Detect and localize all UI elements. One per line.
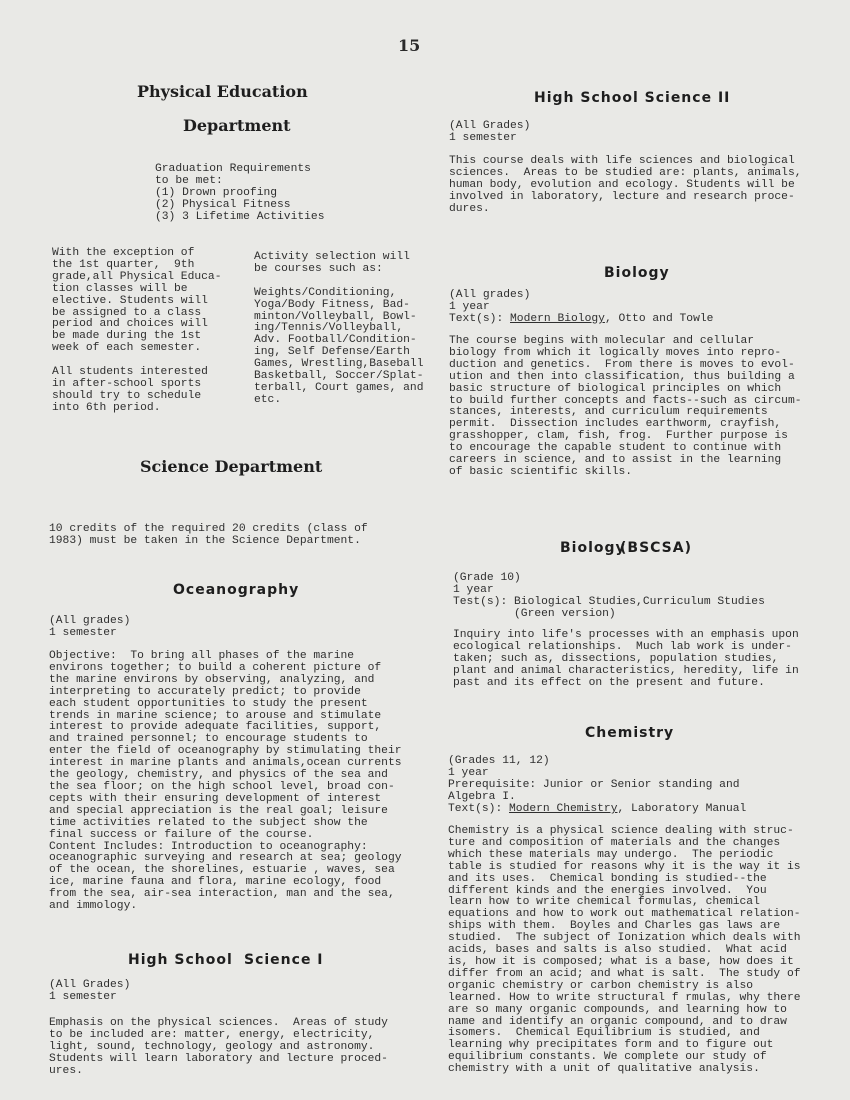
bscsa-title-b: (BSCSA): [620, 540, 693, 556]
biology-textbook: [449, 314, 713, 326]
hs-science-2-body: This course deals with life sciences and biological sciences. Areas to be studied are: plants, animals, human body, evolution and ecology. Students will be involved in laboratory, lecture and research proce- dures.: [449, 155, 802, 215]
pe-title-line1: Physical Education: [137, 82, 308, 101]
biology-text-label: Text(s):: [449, 313, 511, 325]
bscsa-meta: (Grade 10) 1 year Test(s): Biological Studies,Curriculum Studies (Green version): [453, 572, 765, 620]
hs-science-1-title-b: Science I: [244, 952, 324, 968]
pe-graduation-requirements: Graduation Requirements to be met: (1) Drown proofing (2) Physical Fitness (3) 3 Lifetime Activities: [155, 163, 325, 223]
hs-science-1-body: Emphasis on the physical sciences. Areas of study to be included are: matter, energy, electricity, light, sound, technology, geology and astronomy. Students will learn laboratory and lecture proced- ures.: [49, 1017, 388, 1077]
hs-science-1-title-a: High School: [128, 952, 233, 968]
oceanography-body: Objective: To bring all phases of the marine environs together; to build a coherent picture of the marine environs by observing, analyzing, and interpreting to accurately predict; to provide each student opportunities to study the present trends in marine science; to arouse and stimulate interest to provide adequate facilities, support, and trained personnel; to encourage students to enter the field of oceanography by stimulating their interest in marine plants and animals,ocean currents the geology, chemistry, and physics of the sea and the sea floor; on the high school level, broad con- cepts with their ensuring development of interest and special appreciation is the real goal; leisure time activities related to the subject show the final success or failure of the course. Content Includes: Introduction to oceanography: oceanographic surveying and research at sea; geology of the ocean, the shorelines, estuarie , waves, sea ice, marine fauna and flora, marine ecology, food from the sea, air-sea interaction, man and the sea, and immology.: [49, 650, 402, 913]
pe-title-line2: Department: [183, 116, 291, 135]
oceanography-meta: (All grades) 1 semester: [49, 615, 131, 639]
hs-science-2-title: High School Science II: [534, 90, 731, 106]
biology-text-rest: , Otto and Towle: [604, 313, 714, 325]
chemistry-text-book: Modern Chemistry: [509, 803, 618, 815]
pe-activity-list: Activity selection will be courses such as: Weights/Conditioning, Yoga/Body Fitness, Bad- minton/Volleyball, Bowl- ing/Tennis/Volleyball, Adv. Football/Condition- ing, Self Defense/Earth Games, Wrestling,Baseball Basketball, Soccer/Splat- terball, Court games, and etc.: [254, 251, 424, 406]
chemistry-text-rest: , Laboratory Manual: [617, 803, 747, 815]
page-number: 15: [398, 36, 421, 55]
biology-title: Biology: [604, 265, 670, 281]
bscsa-body: Inquiry into life's processes with an emphasis upon ecological relationships. Much lab work is under- taken; such as, dissections, population studies, plant and animal characteristics, heredity, life in past and its effect on the present and future.: [453, 629, 799, 689]
hs-science-1-meta: (All Grades) 1 semester: [49, 979, 131, 1003]
chemistry-text-label: Text(s):: [448, 803, 510, 815]
biology-meta: (All grades) 1 year: [449, 289, 531, 313]
chemistry-textbook: [448, 804, 746, 816]
bscsa-title-a: Biology: [560, 540, 626, 556]
science-intro: 10 credits of the required 20 credits (class of 1983) must be taken in the Science Department.: [49, 523, 368, 547]
biology-text-book: Modern Biology: [510, 313, 605, 325]
science-department-title: Science Department: [140, 457, 323, 476]
biology-body: The course begins with molecular and cellular biology from which it logically moves into repro- duction and genetics. From there is moves to evol- ution and then into classification, thus building a basic structure of biological principles on which to build further concepts and facts--such as circum- stances, interests, and curriculum requirements permit. Dissection includes earthworm, crayfish, grasshopper, clam, fish, frog. Further purpose is to encourage the capable student to continue with careers in science, and to assist in the learning of basic scientific skills.: [449, 335, 802, 478]
oceanography-title: Oceanography: [173, 582, 300, 598]
pe-left-paragraph: With the exception of the 1st quarter, 9th grade,all Physical Educa- tion classes will be elective. Students will be assigned to a class period and choices will be made during the 1st week of each semester. All students interested in after-school sports should try to schedule into 6th period.: [52, 247, 222, 414]
hs-science-2-meta: (All Grades) 1 semester: [449, 120, 531, 144]
chemistry-body: Chemistry is a physical science dealing with struc- ture and composition of materials and the changes which these materials may undergo. The periodic table is studied for reasons why it is the way it is and its uses. Chemical bonding is studied--the different kinds and the energies involved. You learn how to write chemical formulas, chemical equations and how to work out mathematical relation- ships with them. Boyles and Charles gas laws are studied. The subject of Ionization which deals with acids, bases and salts is also studied. What acid is, how it is composed; what is a base, how does it differ from an acid; and what is salt. The study of organic chemistry or carbon chemistry is also learned. How to write structural f rmulas, why there are so many organic compounds, and learning how to name and identify an organic compound, and to draw isomers. Chemical Equilibrium is studied, and learning why precipitates form and to figure out equilibrium constants. We complete our study of chemistry with a unit of qualitative analysis.: [448, 825, 801, 1076]
chemistry-title: Chemistry: [585, 725, 675, 741]
chemistry-meta: (Grades 11, 12) 1 year Prerequisite: Junior or Senior standing and Algebra I.: [448, 755, 740, 803]
